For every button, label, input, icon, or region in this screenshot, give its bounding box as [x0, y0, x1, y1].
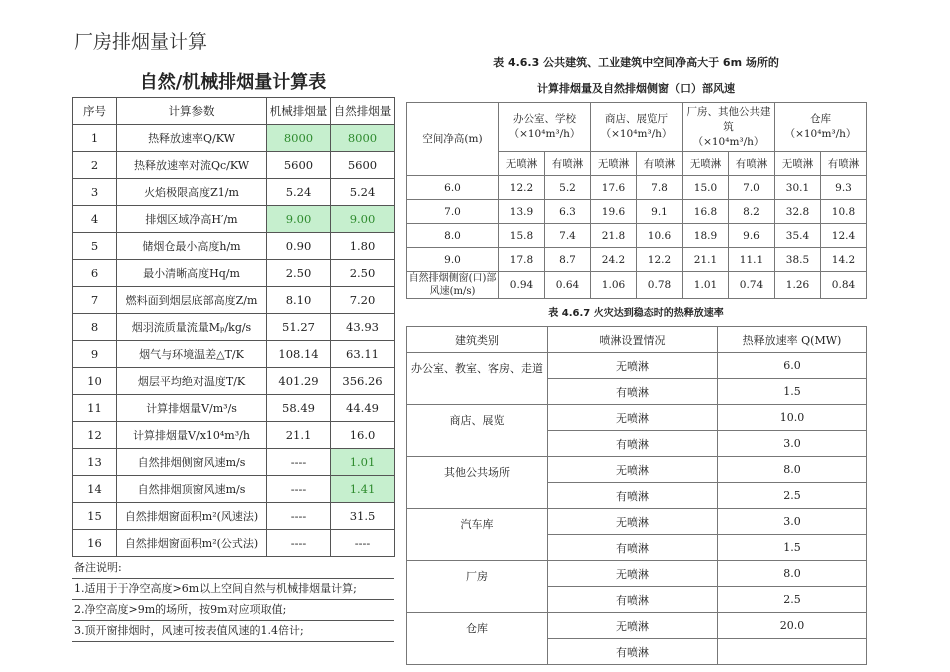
notes [72, 558, 394, 642]
sprinkler-status: 无喷淋 [548, 457, 718, 483]
sprinkler-status: 有喷淋 [548, 379, 718, 405]
group-unit: （×10⁴m³/h） [600, 128, 673, 140]
exhaust-volume-value: 24.2 [591, 248, 637, 272]
mechanical-value: 21.1 [267, 422, 331, 449]
group-name: 商店、展览厅 [605, 113, 668, 125]
mechanical-value: 8.10 [267, 287, 331, 314]
building-group-header [775, 103, 867, 152]
mechanical-value: 5.24 [267, 179, 331, 206]
exhaust-volume-value: 15.0 [683, 176, 729, 200]
calc-table-row [73, 179, 395, 206]
row-number: 13 [73, 449, 117, 476]
sprinkler-status: 无喷淋 [548, 353, 718, 379]
table-463 [406, 102, 867, 299]
t467-row [407, 353, 867, 379]
wind-speed-value: 0.74 [729, 272, 775, 299]
param-name: 热释放速率Q/KW [117, 125, 267, 152]
mechanical-value: 5600 [267, 152, 331, 179]
building-category: 办公室、教室、客房、走道 [407, 353, 548, 405]
group-name: 仓库 [810, 113, 831, 125]
t463-row [407, 224, 867, 248]
row-number: 10 [73, 368, 117, 395]
heat-release-rate: 6.0 [718, 353, 867, 379]
row-number: 8 [73, 314, 117, 341]
wind-speed-label: 自然排烟侧窗(口)部风速(m/s) [407, 272, 499, 299]
param-name: 计算排烟量V/x10⁴m³/h [117, 422, 267, 449]
natural-value: 7.20 [331, 287, 395, 314]
natural-value: 43.93 [331, 314, 395, 341]
exhaust-volume-value: 16.8 [683, 200, 729, 224]
row-number: 6 [73, 260, 117, 287]
wind-speed-value: 1.26 [775, 272, 821, 299]
sprinkler-status: 有喷淋 [548, 483, 718, 509]
exhaust-volume-value: 12.2 [637, 248, 683, 272]
sheet-title: 厂房排烟量计算 [74, 31, 208, 53]
space-height-value: 8.0 [407, 224, 499, 248]
t463-wind-speed-row [407, 272, 867, 299]
t467-row [407, 613, 867, 639]
calc-table-row [73, 314, 395, 341]
param-name: 自然排烟侧窗风速m/s [117, 449, 267, 476]
space-height-value: 9.0 [407, 248, 499, 272]
mechanical-value: 108.14 [267, 341, 331, 368]
sprinkler-header: 无喷淋 [775, 152, 821, 176]
sprinkler-status: 有喷淋 [548, 587, 718, 613]
sprinkler-header: 无喷淋 [683, 152, 729, 176]
param-name: 烟层平均绝对温度T/K [117, 368, 267, 395]
natural-value: 63.11 [331, 341, 395, 368]
t467-header-cell: 热释放速率 Q(MW) [718, 327, 867, 353]
t467-row [407, 405, 867, 431]
building-category: 其他公共场所 [407, 457, 548, 509]
mechanical-value: 2.50 [267, 260, 331, 287]
exhaust-volume-value: 10.8 [821, 200, 867, 224]
sprinkler-status: 无喷淋 [548, 561, 718, 587]
table-467-title: 表 4.6.7 火灾达到稳态时的热释放速率 [548, 308, 724, 319]
exhaust-volume-value: 12.2 [499, 176, 545, 200]
exhaust-volume-value: 9.1 [637, 200, 683, 224]
sprinkler-status: 有喷淋 [548, 535, 718, 561]
calc-header-cell: 序号 [73, 98, 117, 125]
note-line: 3.顶开窗排烟时，风速可按表值风速的1.4倍计; [72, 621, 394, 642]
calc-table-row [73, 476, 395, 503]
sprinkler-header: 有喷淋 [545, 152, 591, 176]
natural-value: 5600 [331, 152, 395, 179]
calc-table-row [73, 422, 395, 449]
t463-row [407, 176, 867, 200]
param-name: 最小清晰高度Hq/m [117, 260, 267, 287]
group-unit: （×10⁴m³/h） [508, 128, 581, 140]
calc-header-cell: 自然排烟量 [331, 98, 395, 125]
heat-release-rate: 3.0 [718, 509, 867, 535]
exhaust-volume-value: 7.8 [637, 176, 683, 200]
exhaust-volume-value: 10.6 [637, 224, 683, 248]
param-name: 烟气与环境温差△T/K [117, 341, 267, 368]
exhaust-volume-value: 5.2 [545, 176, 591, 200]
calc-table-row [73, 260, 395, 287]
space-height-value: 6.0 [407, 176, 499, 200]
wind-speed-value: 0.84 [821, 272, 867, 299]
building-category: 汽车库 [407, 509, 548, 561]
group-unit: （×10⁴m³/h） [784, 128, 857, 140]
natural-value: 1.41 [331, 476, 395, 503]
wind-speed-value: 0.94 [499, 272, 545, 299]
smoke-exhaust-calc-table [72, 97, 395, 557]
heat-release-rate: 2.5 [718, 483, 867, 509]
param-name: 储烟仓最小高度h/m [117, 233, 267, 260]
exhaust-volume-value: 30.1 [775, 176, 821, 200]
mechanical-value: 8000 [267, 125, 331, 152]
t467-header-cell: 喷淋设置情况 [548, 327, 718, 353]
row-number: 1 [73, 125, 117, 152]
param-name: 排烟区域净高H′/m [117, 206, 267, 233]
t467-row [407, 457, 867, 483]
row-number: 12 [73, 422, 117, 449]
natural-value: 356.26 [331, 368, 395, 395]
heat-release-rate: 10.0 [718, 405, 867, 431]
param-name: 烟羽流质量流量Mₚ/kg/s [117, 314, 267, 341]
heat-release-rate: 8.0 [718, 457, 867, 483]
calc-table-row [73, 341, 395, 368]
sprinkler-header: 有喷淋 [821, 152, 867, 176]
exhaust-volume-value: 8.7 [545, 248, 591, 272]
exhaust-volume-value: 7.0 [729, 176, 775, 200]
param-name: 自然排烟窗面积m²(风速法) [117, 503, 267, 530]
sprinkler-status: 有喷淋 [548, 639, 718, 665]
natural-value: 2.50 [331, 260, 395, 287]
building-category: 商店、展览 [407, 405, 548, 457]
note-line: 2.净空高度>9m的场所，按9m对应项取值; [72, 600, 394, 621]
building-category: 仓库 [407, 613, 548, 665]
exhaust-volume-value: 15.8 [499, 224, 545, 248]
sprinkler-header: 无喷淋 [499, 152, 545, 176]
exhaust-volume-value: 38.5 [775, 248, 821, 272]
param-name: 燃料面到烟层底部高度Z/m [117, 287, 267, 314]
table-463-subtitle: 计算排烟量及自然排烟侧窗（口）部风速 [537, 82, 735, 95]
mechanical-value: ---- [267, 530, 331, 557]
wind-speed-value: 0.78 [637, 272, 683, 299]
exhaust-volume-value: 17.6 [591, 176, 637, 200]
sprinkler-status: 无喷淋 [548, 613, 718, 639]
heat-release-rate: 1.5 [718, 535, 867, 561]
t463-row [407, 248, 867, 272]
row-number: 7 [73, 287, 117, 314]
heat-release-rate [718, 639, 867, 665]
param-name: 火焰极限高度Z1/m [117, 179, 267, 206]
sprinkler-status: 有喷淋 [548, 431, 718, 457]
row-number: 2 [73, 152, 117, 179]
param-name: 自然排烟顶窗风速m/s [117, 476, 267, 503]
heat-release-rate: 8.0 [718, 561, 867, 587]
wind-speed-value: 0.64 [545, 272, 591, 299]
exhaust-volume-value: 7.4 [545, 224, 591, 248]
t467-header-row [407, 327, 867, 353]
heat-release-rate: 2.5 [718, 587, 867, 613]
exhaust-volume-value: 6.3 [545, 200, 591, 224]
exhaust-volume-value: 14.2 [821, 248, 867, 272]
t467-row [407, 509, 867, 535]
sprinkler-header: 有喷淋 [729, 152, 775, 176]
exhaust-volume-value: 35.4 [775, 224, 821, 248]
calc-table-row [73, 530, 395, 557]
row-number: 9 [73, 341, 117, 368]
exhaust-volume-value: 8.2 [729, 200, 775, 224]
row-number: 3 [73, 179, 117, 206]
exhaust-volume-value: 21.1 [683, 248, 729, 272]
row-number: 14 [73, 476, 117, 503]
building-group-header [683, 103, 775, 152]
exhaust-volume-value: 17.8 [499, 248, 545, 272]
calc-table-row [73, 125, 395, 152]
t463-group-header-row [407, 103, 867, 152]
exhaust-volume-value: 9.6 [729, 224, 775, 248]
wind-speed-value: 1.06 [591, 272, 637, 299]
calc-table-row [73, 206, 395, 233]
calc-table-row [73, 449, 395, 476]
group-unit: （×10⁴m³/h） [692, 135, 765, 148]
sprinkler-status: 无喷淋 [548, 405, 718, 431]
sprinkler-header: 有喷淋 [637, 152, 683, 176]
t463-row [407, 200, 867, 224]
natural-value: 1.80 [331, 233, 395, 260]
building-group-header [591, 103, 683, 152]
row-number: 15 [73, 503, 117, 530]
note-line: 1.适用于于净空高度>6m以上空间自然与机械排烟量计算; [72, 579, 394, 600]
wind-speed-value: 1.01 [683, 272, 729, 299]
natural-value: ---- [331, 530, 395, 557]
note-line: 备注说明: [72, 558, 394, 579]
table-467 [406, 326, 867, 665]
exhaust-volume-value: 19.6 [591, 200, 637, 224]
heat-release-rate: 3.0 [718, 431, 867, 457]
mechanical-value: 401.29 [267, 368, 331, 395]
param-name: 热释放速率对流Qc/KW [117, 152, 267, 179]
calc-table-row [73, 503, 395, 530]
heat-release-rate: 20.0 [718, 613, 867, 639]
group-name: 厂房、其他公共建筑 [686, 105, 771, 133]
mechanical-value: 58.49 [267, 395, 331, 422]
mechanical-value: 9.00 [267, 206, 331, 233]
group-name: 办公室、学校 [513, 113, 576, 125]
sprinkler-header: 无喷淋 [591, 152, 637, 176]
natural-value: 5.24 [331, 179, 395, 206]
heat-release-rate: 1.5 [718, 379, 867, 405]
calc-table-row [73, 395, 395, 422]
mechanical-value: 51.27 [267, 314, 331, 341]
space-height-value: 7.0 [407, 200, 499, 224]
mechanical-value: ---- [267, 476, 331, 503]
exhaust-volume-value: 21.8 [591, 224, 637, 248]
exhaust-volume-value: 13.9 [499, 200, 545, 224]
natural-value: 16.0 [331, 422, 395, 449]
natural-value: 8000 [331, 125, 395, 152]
row-number: 5 [73, 233, 117, 260]
natural-value: 31.5 [331, 503, 395, 530]
building-group-header [499, 103, 591, 152]
mechanical-value: ---- [267, 503, 331, 530]
exhaust-volume-value: 32.8 [775, 200, 821, 224]
space-height-header: 空间净高(m) [407, 103, 499, 176]
row-number: 16 [73, 530, 117, 557]
table-463-title: 表 4.6.3 公共建筑、工业建筑中空间净高大于 6m 场所的 [493, 56, 779, 69]
t467-header-cell: 建筑类别 [407, 327, 548, 353]
param-name: 自然排烟窗面积m²(公式法) [117, 530, 267, 557]
calc-table-row [73, 287, 395, 314]
natural-value: 9.00 [331, 206, 395, 233]
mechanical-value: ---- [267, 449, 331, 476]
natural-value: 44.49 [331, 395, 395, 422]
calc-header-row [73, 98, 395, 125]
exhaust-volume-value: 12.4 [821, 224, 867, 248]
exhaust-volume-value: 18.9 [683, 224, 729, 248]
calc-table-row [73, 368, 395, 395]
calc-header-cell: 计算参数 [117, 98, 267, 125]
sprinkler-status: 无喷淋 [548, 509, 718, 535]
exhaust-volume-value: 11.1 [729, 248, 775, 272]
calc-table-row [73, 233, 395, 260]
param-name: 计算排烟量V/m³/s [117, 395, 267, 422]
exhaust-volume-value: 9.3 [821, 176, 867, 200]
building-category: 厂房 [407, 561, 548, 613]
calc-table-title: 自然/机械排烟量计算表 [139, 72, 327, 93]
natural-value: 1.01 [331, 449, 395, 476]
row-number: 11 [73, 395, 117, 422]
calc-table-row [73, 152, 395, 179]
row-number: 4 [73, 206, 117, 233]
calc-header-cell: 机械排烟量 [267, 98, 331, 125]
mechanical-value: 0.90 [267, 233, 331, 260]
t467-row [407, 561, 867, 587]
